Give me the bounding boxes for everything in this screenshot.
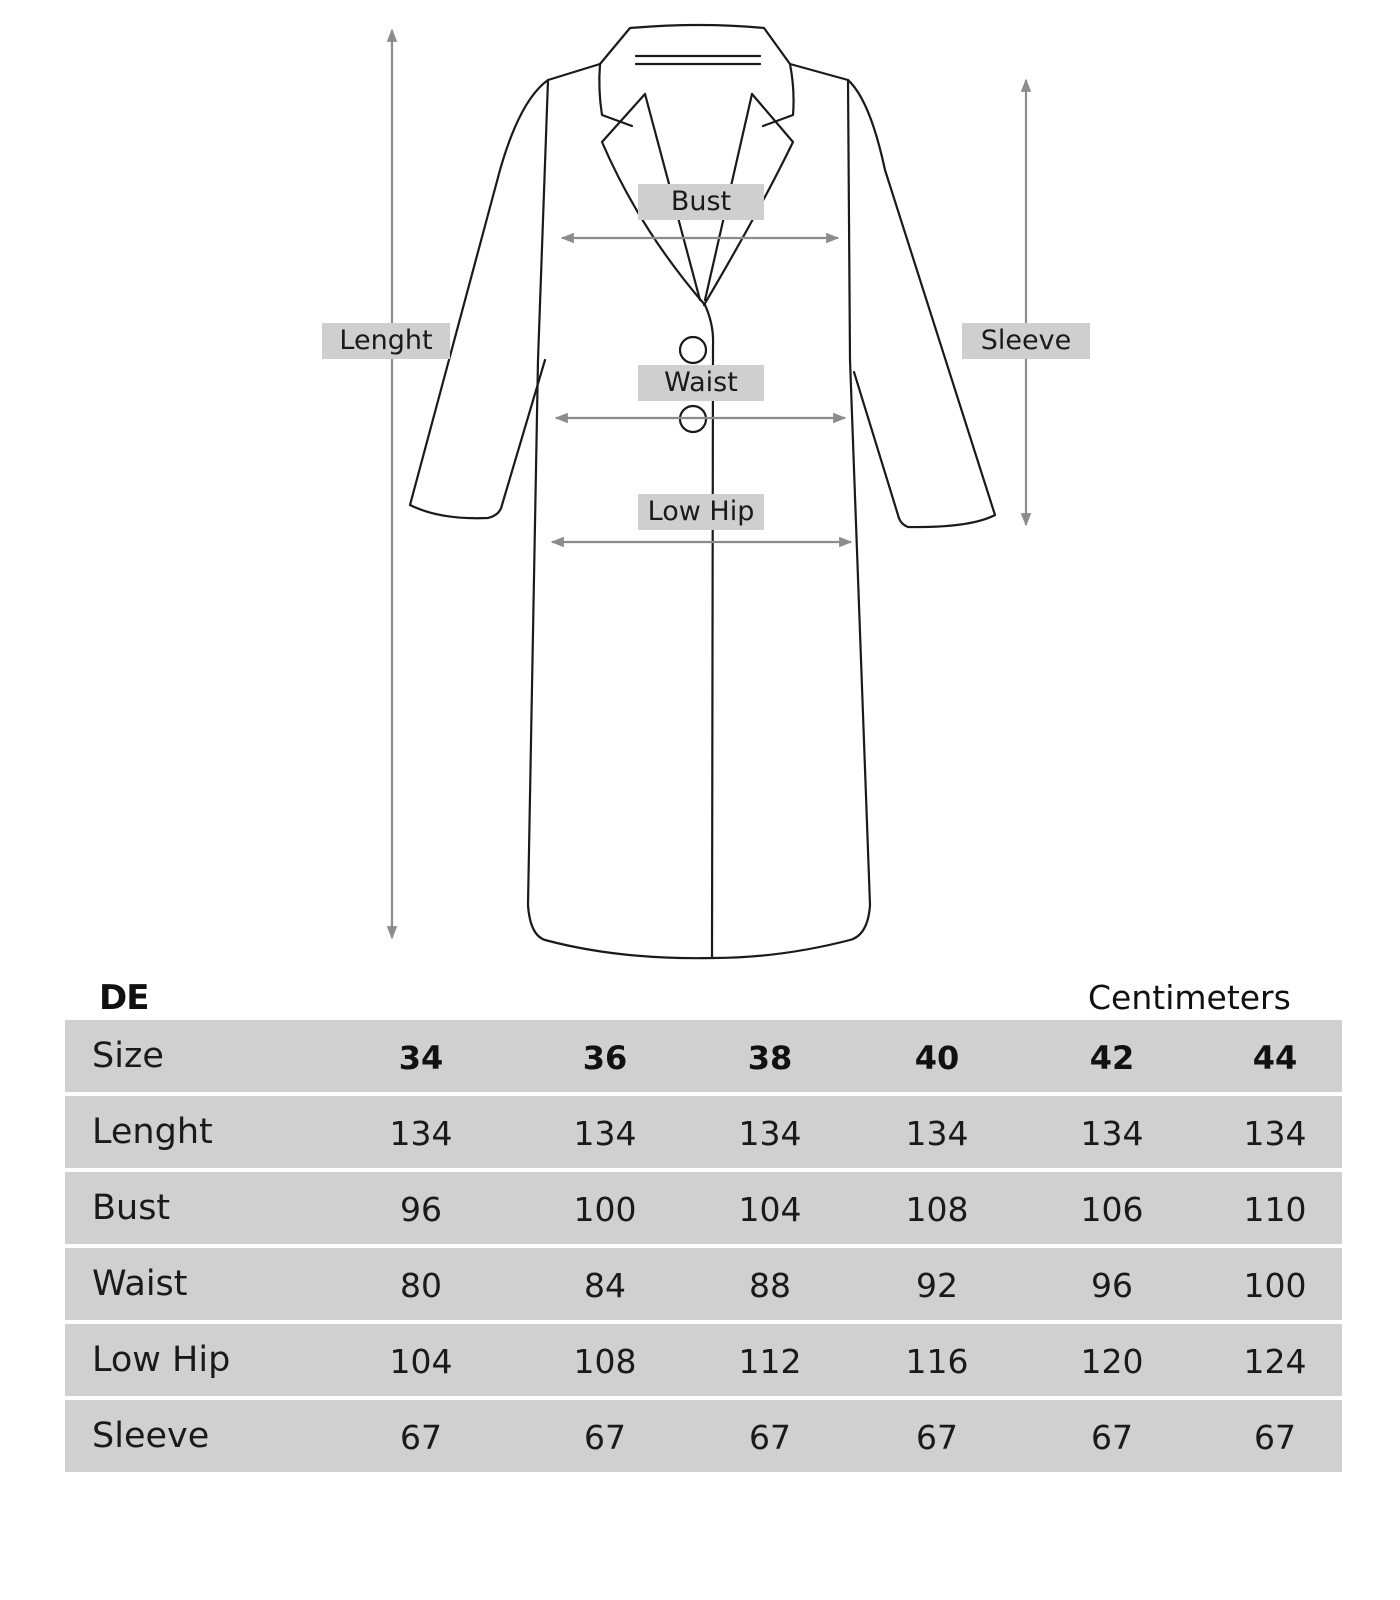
row-label: Sleeve xyxy=(92,1416,210,1456)
row-label: Bust xyxy=(92,1188,171,1228)
table-row-waist xyxy=(65,1248,1342,1320)
table-cell: 104 xyxy=(389,1342,453,1381)
low-hip-label: Low Hip xyxy=(638,494,764,530)
table-cell: 100 xyxy=(573,1190,637,1229)
table-cell: 96 xyxy=(1091,1266,1133,1305)
table-row-length xyxy=(65,1096,1342,1168)
table-cell: 134 xyxy=(1080,1114,1144,1153)
size-header-row xyxy=(65,1020,1342,1092)
table-cell: 104 xyxy=(738,1190,802,1229)
table-cell: 67 xyxy=(400,1418,442,1457)
size-38: 38 xyxy=(747,1039,793,1077)
table-cell: 67 xyxy=(916,1418,958,1457)
size-36: 36 xyxy=(582,1039,628,1077)
table-cell: 110 xyxy=(1243,1190,1307,1229)
waist-label: Waist xyxy=(638,365,764,401)
table-cell: 84 xyxy=(584,1266,626,1305)
table-row-bust xyxy=(65,1172,1342,1244)
table-cell: 124 xyxy=(1243,1342,1307,1381)
table-cell: 120 xyxy=(1080,1342,1144,1381)
table-cell: 116 xyxy=(905,1342,969,1381)
table-cell: 67 xyxy=(1091,1418,1133,1457)
sleeve-label: Sleeve xyxy=(962,323,1090,359)
table-cell: 67 xyxy=(749,1418,791,1457)
bust-label: Bust xyxy=(638,184,764,220)
region-label: DE xyxy=(99,978,149,1018)
table-cell: 67 xyxy=(1254,1418,1296,1457)
table-cell: 134 xyxy=(1243,1114,1307,1153)
size-44: 44 xyxy=(1252,1039,1298,1077)
table-cell: 108 xyxy=(573,1342,637,1381)
table-cell: 80 xyxy=(400,1266,442,1305)
unit-label: Centimeters xyxy=(1088,978,1291,1017)
size-row-label: Size xyxy=(92,1036,164,1076)
row-label: Lenght xyxy=(92,1112,213,1152)
size-table xyxy=(65,1020,1342,1476)
table-cell: 100 xyxy=(1243,1266,1307,1305)
table-row-low-hip xyxy=(65,1324,1342,1396)
row-label: Waist xyxy=(92,1264,188,1304)
coat-outline xyxy=(410,25,995,958)
size-40: 40 xyxy=(914,1039,960,1077)
button-top xyxy=(680,337,706,363)
table-cell: 134 xyxy=(389,1114,453,1153)
table-cell: 67 xyxy=(584,1418,626,1457)
table-row-sleeve xyxy=(65,1400,1342,1472)
table-cell: 96 xyxy=(400,1190,442,1229)
table-cell: 106 xyxy=(1080,1190,1144,1229)
row-label: Low Hip xyxy=(92,1340,231,1380)
table-cell: 134 xyxy=(573,1114,637,1153)
table-cell: 108 xyxy=(905,1190,969,1229)
size-34: 34 xyxy=(398,1039,444,1077)
table-cell: 92 xyxy=(916,1266,958,1305)
table-cell: 134 xyxy=(905,1114,969,1153)
table-cell: 88 xyxy=(749,1266,791,1305)
length-label: Lenght xyxy=(322,323,450,359)
table-cell: 112 xyxy=(738,1342,802,1381)
size-42: 42 xyxy=(1089,1039,1135,1077)
table-cell: 134 xyxy=(738,1114,802,1153)
